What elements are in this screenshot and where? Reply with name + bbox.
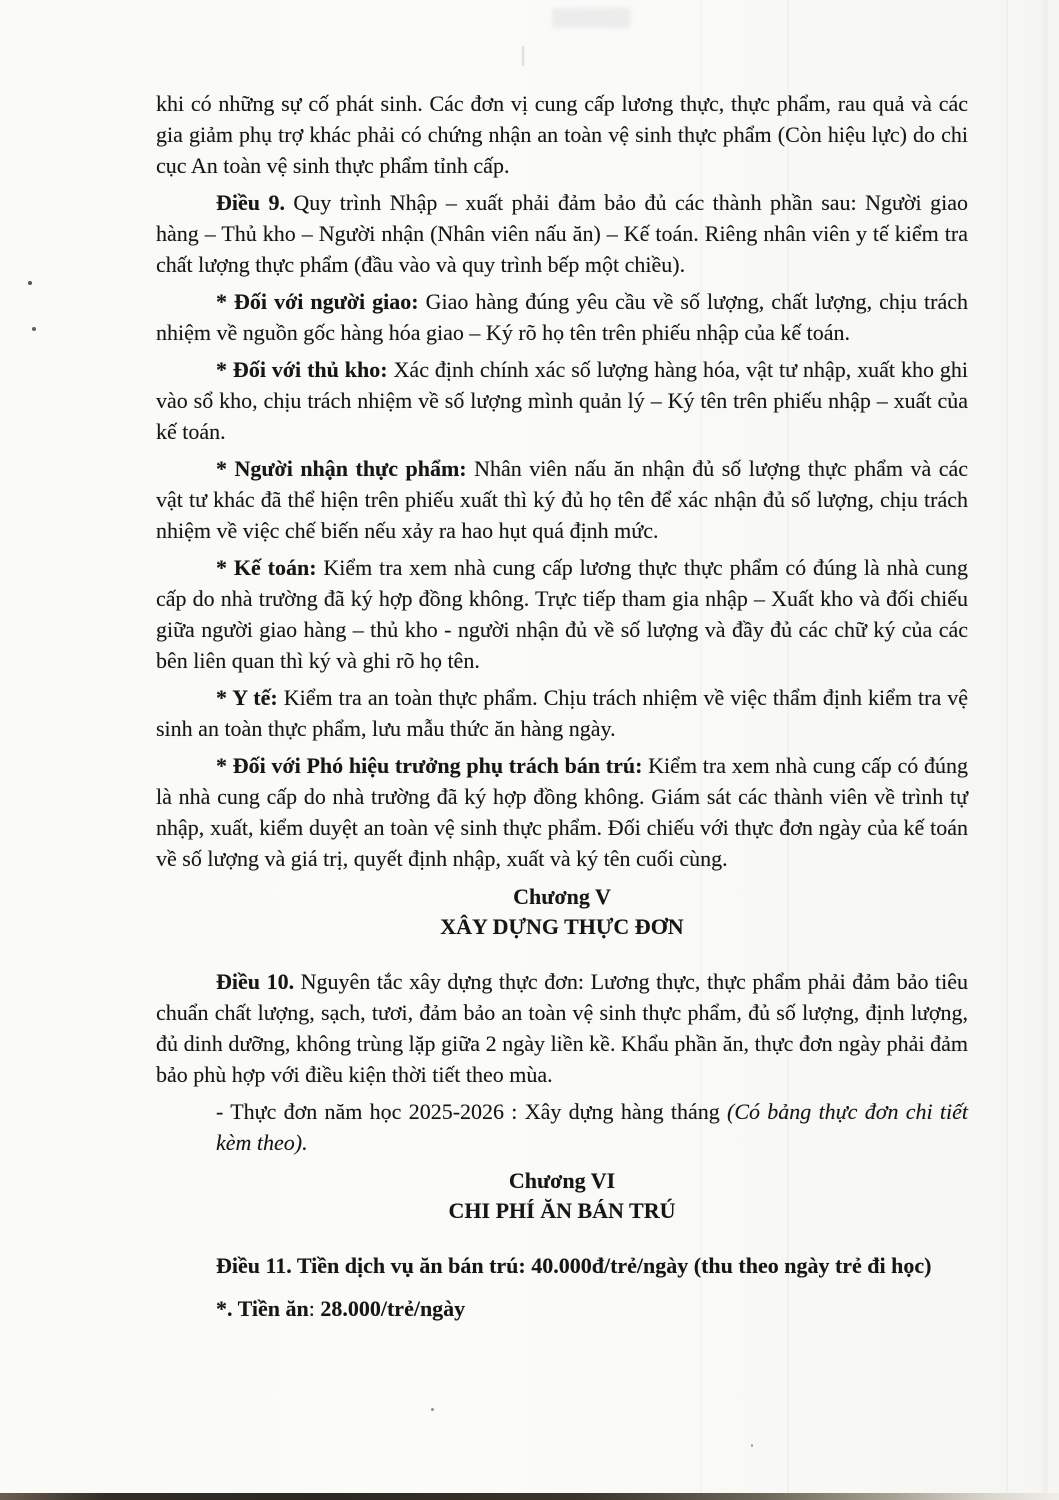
paragraph-text: Kiểm tra xem nhà cung cấp có đúng là nhà cung cấp do nhà trường đã ký hợp đồng không. Giám sát các thành viên về trình tự nhập, xuất, kiểm duyệt an toàn vệ sinh thực phẩm. Đối chiếu với thực đơn ngày của kế toán về số lượng và giá trị, quyết định nhập, xuất và ký tên cuối cùng. [156,753,969,871]
scan-speck [431,1408,434,1411]
paragraph-text: Kiểm tra xem nhà cung cấp lương thực thực phẩm có đúng là nhà cung cấp do nhà trường đã ký hợp đồng không. Trực tiếp tham gia nhập – Xuất kho và đối chiếu giữa người giao hàng – thủ kho - người nhận đủ về số lượng và đầy đủ các chữ ký của các bên liên quan thì ký và ghi rõ họ tên. [156,555,969,673]
paragraph-text: Xác định chính xác số lượng hàng hóa, vật tư nhập, xuất kho ghi vào sổ kho, chịu trách nhiệm về số lượng mình quản lý – Ký tên trên phiếu nhập – xuất của kế toán. [156,357,968,444]
paragraph-dieu-11 [156,1250,968,1281]
paragraph-text: Quy trình Nhập – xuất phải đảm bảo đủ các thành phần sau: Người giao hàng – Thủ kho – Người nhận (Nhân viên nấu ăn) – Kế toán. Riêng nhân viên y tế kiểm tra chất lượng thực phẩm (đầu vào và quy trình bếp một chiều). [156,190,969,277]
item-lead-nguoi-giao: * Đối với người giao: [216,289,419,314]
chapter-5-heading [156,882,968,942]
scan-bottom-edge [0,1493,1059,1500]
paragraph-text: Nguyên tắc xây dựng thực đơn: Lương thực, thực phẩm phải đảm bảo tiêu chuẩn chất lượng, sạch, tươi, đảm bảo an toàn vệ sinh thực phẩm, đủ số lượng, định lượng, đủ dinh dưỡng, không trùng lặp giữa 2 ngày liền kề. Khẩu phần ăn, thực đơn ngày phải đảm bảo phù hợp với điều kiện thời tiết theo mùa. [156,969,969,1087]
tien-an-value: 28.000/trẻ/ngày [320,1296,466,1321]
paragraph-ke-toan [156,552,968,676]
paragraph-continuation [156,88,968,181]
item-lead-thu-kho: * Đối với thủ kho: [216,357,388,382]
separator-text: : [308,1296,321,1321]
paragraph-text: Giao hàng đúng yêu cầu về số lượng, chất lượng, chịu trách nhiệm về nguồn gốc hàng hóa giao – Ký rõ họ tên trên phiếu nhập của kế toán. [156,289,968,345]
paragraph-dieu-10 [156,966,968,1090]
chapter-5-title: XÂY DỰNG THỰC ĐƠN [440,914,684,939]
paragraph-nguoi-nhan [156,453,968,546]
item-lead-y-te: * Y tế: [216,685,278,710]
chapter-6-title: CHI PHÍ ĂN BÁN TRÚ [448,1198,676,1223]
item-lead-ke-toan: * Kế toán: [216,555,317,580]
paragraph-nguoi-giao [156,286,968,348]
paragraph-dieu-9 [156,187,968,280]
paragraph-text: Nhân viên nấu ăn nhận đủ số lượng thực phẩm và các vật tư khác đã thể hiện trên phiếu xuất thì ký đủ họ tên để xác nhận đủ số lượng, chịu trách nhiệm về việc chế biến nếu xảy ra hao hụt quá định mức. [156,456,968,543]
paragraph-text: Kiểm tra an toàn thực phẩm. Chịu trách nhiệm về việc thẩm định kiểm tra vệ sinh an toàn thực phẩm, lưu mẫu thức ăn hàng ngày. [156,685,969,741]
item-lead-nguoi-nhan: * Người nhận thực phẩm: [216,456,467,481]
article-10-label: Điều 10. [216,969,295,994]
paragraph-thuc-don-nam-hoc [216,1096,968,1158]
paragraph-tien-an [156,1293,968,1324]
paragraph-y-te [156,682,968,744]
chapter-5-label: Chương V [513,884,611,909]
paragraph-italic-note: (Có bảng thực đơn chi tiết kèm theo). [216,1099,968,1155]
paragraph-thu-kho [156,354,968,447]
scan-speck [751,1444,753,1447]
paragraph-pho-hieu-truong [156,750,968,874]
item-lead-pho-hieu-truong: * Đối với Phó hiệu trưởng phụ trách bán trú: [216,753,643,778]
paragraph-text: - Thực đơn năm học 2025-2026 : Xây dựng hàng tháng [216,1099,728,1124]
chapter-6-label: Chương VI [508,1168,616,1193]
paragraph-text: khi có những sự cố phát sinh. Các đơn vị cung cấp lương thực, thực phẩm, rau quả và các gia giảm phụ trợ khác phải có chứng nhận an toàn vệ sinh thực phẩm (Còn hiệu lực) do chi cục An toàn vệ sinh thực phẩm tỉnh cấp. [156,91,968,178]
item-lead-tien-an: *. Tiền ăn [216,1296,309,1321]
chapter-6-heading [156,1166,968,1226]
article-9-label: Điều 9. [216,190,285,215]
paragraph-text: Điều 11. Tiền dịch vụ ăn bán trú: 40.000đ/trẻ/ngày (thu theo ngày trẻ đi học) [216,1253,932,1278]
